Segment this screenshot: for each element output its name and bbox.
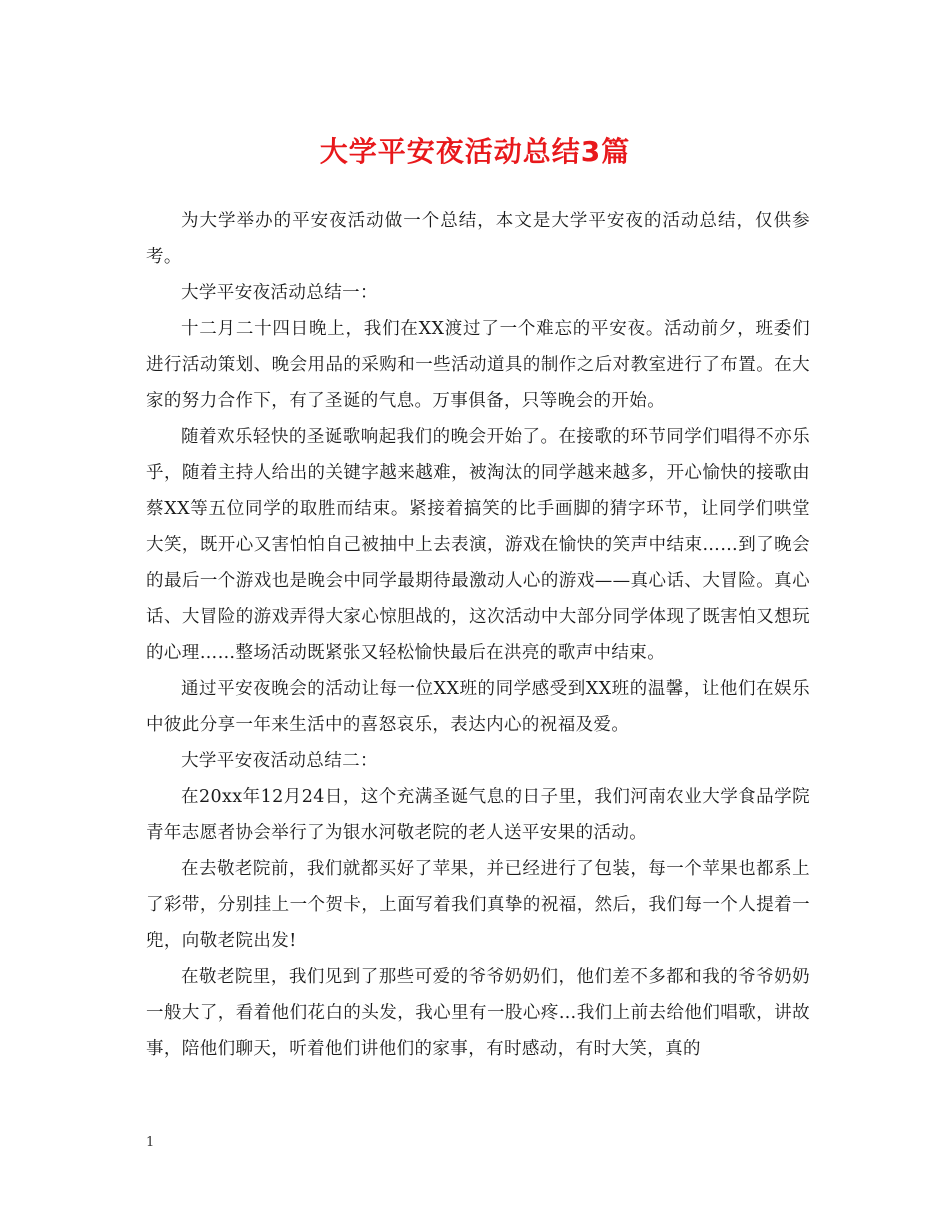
page-number: 1 bbox=[146, 1135, 155, 1150]
paragraph: 在去敬老院前，我们就都买好了苹果，并已经进行了包装，每一个苹果也都系上了彩带，分别挂上一个贺卡，上面写着我们真挚的祝福，然后，我们每一个人提着一兜，向敬老院出发! bbox=[146, 859, 810, 951]
document-body bbox=[146, 203, 810, 1067]
paragraph-intro: 为大学举办的平安夜活动做一个总结，本文是大学平安夜的活动总结，仅供参考。 bbox=[146, 211, 810, 267]
paragraph: 在20xx年12月24日，这个充满圣诞气息的日子里，我们河南农业大学食品学院青年志愿者协会举行了为银水河敬老院的老人送平安果的活动。 bbox=[146, 787, 810, 843]
paragraph: 随着欢乐轻快的圣诞歌响起我们的晚会开始了。在接歌的环节同学们唱得不亦乐乎，随着主持人给出的关键字越来越难，被淘汰的同学越来越多，开心愉快的接歌由蔡XX等五位同学的取胜而结束。紧接着搞笑的比手画脚的猜字环节，让同学们哄堂大笑，既开心又害怕怕自己被抽中上去表演，游戏在愉快的笑声中结束……到了晚会的最后一个游戏也是晚会中同学最期待最激动人心的游戏——真心话、大冒险。真心话、大冒险的游戏弄得大家心惊胆战的，这次活动中大部分同学体现了既害怕又想玩的心理……整场活动既紧张又轻松愉快最后在洪亮的歌声中结束。 bbox=[146, 427, 810, 663]
section-heading-1: 大学平安夜活动总结一： bbox=[181, 283, 378, 303]
paragraph: 十二月二十四日晚上，我们在XX渡过了一个难忘的平安夜。活动前夕，班委们进行活动策划、晚会用品的采购和一些活动道具的制作之后对教室进行了布置。在大家的努力合作下，有了圣诞的气息。万事俱备，只等晚会的开始。 bbox=[146, 319, 810, 411]
paragraph: 在敬老院里，我们见到了那些可爱的爷爷奶奶们，他们差不多都和我的爷爷奶奶一般大了，看着他们花白的头发，我心里有一股心疼…我们上前去给他们唱歌，讲故事，陪他们聊天，听着他们讲他们的家事，有时感动，有时大笑，真的 bbox=[146, 967, 810, 1059]
paragraph: 通过平安夜晚会的活动让每一位XX班的同学感受到XX班的温馨，让他们在娱乐中彼此分享一年来生活中的喜怒哀乐，表达内心的祝福及爱。 bbox=[146, 679, 810, 735]
document-title: 大学平安夜活动总结3篇 bbox=[319, 135, 631, 168]
section-heading-2: 大学平安夜活动总结二： bbox=[181, 751, 378, 771]
